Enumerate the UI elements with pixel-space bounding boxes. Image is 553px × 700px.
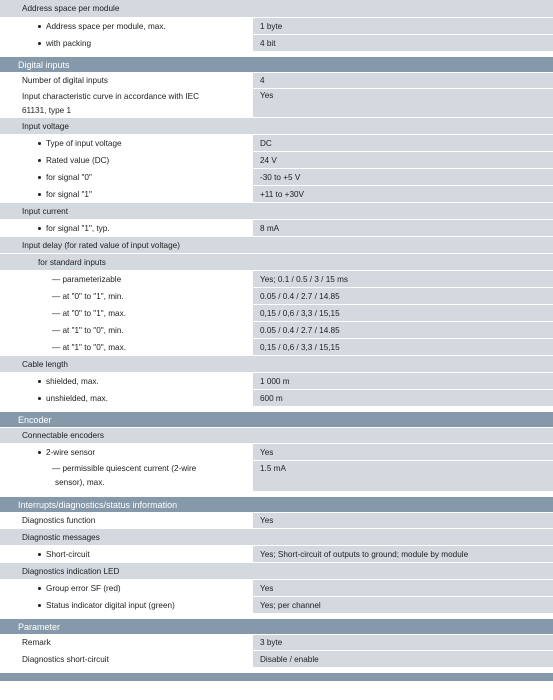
table-row: [0, 219, 553, 236]
subheader-row: [0, 236, 553, 253]
table-row: [0, 443, 553, 460]
bullet-icon: [38, 25, 41, 28]
bullet-icon: [38, 176, 41, 179]
row-label: — at "1" to "0", max.: [0, 339, 253, 355]
row-label-line-1: Input characteristic curve in accordance with IEC: [22, 92, 200, 101]
row-label: Short-circuit: [46, 549, 90, 559]
table-row: [0, 650, 553, 667]
subheader-label: Diagnostic messages: [0, 529, 253, 545]
subheader-label: Cable length: [0, 356, 253, 372]
subheader-row: [0, 202, 553, 219]
subheader-row: [0, 253, 553, 270]
row-label: — at "0" to "1", max.: [0, 305, 253, 321]
row-label: — at "1" to "0", min.: [0, 322, 253, 338]
row-value: 8 mA: [253, 220, 553, 236]
row-value: 600 m: [253, 390, 553, 406]
subheader-row: [0, 427, 553, 443]
row-label: Rated value (DC): [46, 155, 110, 165]
subheader-label: Address space per module: [0, 0, 253, 17]
table-row: [0, 287, 553, 304]
table-row: [0, 34, 553, 51]
row-label: shielded, max.: [46, 376, 99, 386]
table-row: [0, 88, 553, 117]
row-value: +11 to +30V: [253, 186, 553, 202]
section-header: [0, 406, 553, 427]
row-value: Yes: [253, 89, 553, 117]
bullet-icon: [38, 142, 41, 145]
row-value: Yes: [253, 513, 553, 528]
subheader-row: [0, 0, 553, 17]
table-row: [0, 512, 553, 528]
subheader-label: for standard inputs: [0, 254, 253, 270]
bullet-icon: [38, 604, 41, 607]
row-value: 0.05 / 0.4 / 2.7 / 14.85: [253, 322, 553, 338]
row-value: 1 byte: [253, 18, 553, 34]
row-label: Address space per module, max.: [46, 21, 166, 31]
row-label: Status indicator digital input (green): [46, 600, 175, 610]
table-row: [0, 185, 553, 202]
row-value: 4 bit: [253, 35, 553, 51]
row-label: Number of digital inputs: [0, 73, 253, 88]
row-value: Yes; 0.1 / 0.5 / 3 / 15 ms: [253, 271, 553, 287]
row-label: for signal "0": [46, 172, 92, 182]
row-label: 2-wire sensor: [46, 447, 96, 457]
subheader-row: [0, 562, 553, 579]
row-value: 0.05 / 0.4 / 2.7 / 14.85: [253, 288, 553, 304]
subheader-label: Input delay (for rated value of input voltage): [0, 237, 553, 253]
row-label: for signal "1", typ.: [46, 223, 110, 233]
row-label-line-1: — permissible quiescent current (2-wire: [52, 464, 197, 473]
subheader-label: Input current: [0, 203, 253, 219]
subheader-row: [0, 528, 553, 545]
table-row: [0, 372, 553, 389]
row-value: -30 to +5 V: [253, 169, 553, 185]
section-header: [0, 491, 553, 512]
row-value: 0,15 / 0,6 / 3,3 / 15,15: [253, 339, 553, 355]
row-label: with packing: [46, 38, 92, 48]
row-value: Disable / enable: [253, 651, 553, 667]
table-row: [0, 134, 553, 151]
bullet-icon: [38, 42, 41, 45]
row-label: Type of input voltage: [46, 138, 122, 148]
row-value: DC: [253, 135, 553, 151]
bullet-icon: [38, 587, 41, 590]
bullet-icon: [38, 159, 41, 162]
row-value: Yes: [253, 444, 553, 460]
table-row: [0, 17, 553, 34]
table-row: [0, 270, 553, 287]
row-label: for signal "1": [46, 189, 92, 199]
table-row: [0, 389, 553, 406]
row-value: Yes; Short-circuit of outputs to ground; module by module: [253, 546, 553, 562]
bullet-icon: [38, 227, 41, 230]
subheader-label: Diagnostics indication LED: [0, 563, 253, 579]
row-label: Remark: [0, 635, 253, 650]
section-header: [0, 51, 553, 72]
row-value: 24 V: [253, 152, 553, 168]
subheader-label: Connectable encoders: [0, 428, 253, 443]
table-row: [0, 579, 553, 596]
row-label: — parameterizable: [0, 271, 253, 287]
row-label: Diagnostics function: [0, 513, 253, 528]
section-title: Digital inputs: [18, 59, 70, 70]
table-row: [0, 304, 553, 321]
table-row: [0, 596, 553, 613]
section-title: Parameter: [18, 621, 61, 632]
table-row: [0, 168, 553, 185]
row-label: unshielded, max.: [46, 393, 108, 403]
subheader-label: Input voltage: [0, 118, 253, 134]
table-row: [0, 321, 553, 338]
table-row: [0, 460, 553, 491]
table-row: [0, 545, 553, 562]
row-value: Yes: [253, 580, 553, 596]
bullet-icon: [38, 193, 41, 196]
row-value: 1 000 m: [253, 373, 553, 389]
row-label: Group error SF (red): [46, 583, 121, 593]
section-header: [0, 613, 553, 634]
table-row: [0, 151, 553, 168]
row-label-line-2: 61131, type 1: [22, 106, 72, 115]
row-value: 1.5 mA: [253, 461, 553, 491]
table-row: [0, 72, 553, 88]
subheader-row: [0, 355, 553, 372]
section-header-cut-off: [0, 667, 553, 681]
subheader-row: [0, 117, 553, 134]
row-value: 0,15 / 0,6 / 3,3 / 15,15: [253, 305, 553, 321]
bullet-icon: [38, 553, 41, 556]
row-value: Yes; per channel: [253, 597, 553, 613]
table-row: [0, 634, 553, 650]
table-row: [0, 338, 553, 355]
bullet-icon: [38, 451, 41, 454]
section-title: Encoder: [18, 414, 52, 425]
bullet-icon: [38, 380, 41, 383]
row-label: Diagnostics short-circuit: [0, 651, 253, 667]
bullet-icon: [38, 397, 41, 400]
section-title: Interrupts/diagnostics/status information: [18, 499, 178, 510]
row-label: — at "0" to "1", min.: [0, 288, 253, 304]
row-value: 3 byte: [253, 635, 553, 650]
row-label-line-2: sensor), max.: [55, 478, 105, 487]
row-value: 4: [253, 73, 553, 88]
